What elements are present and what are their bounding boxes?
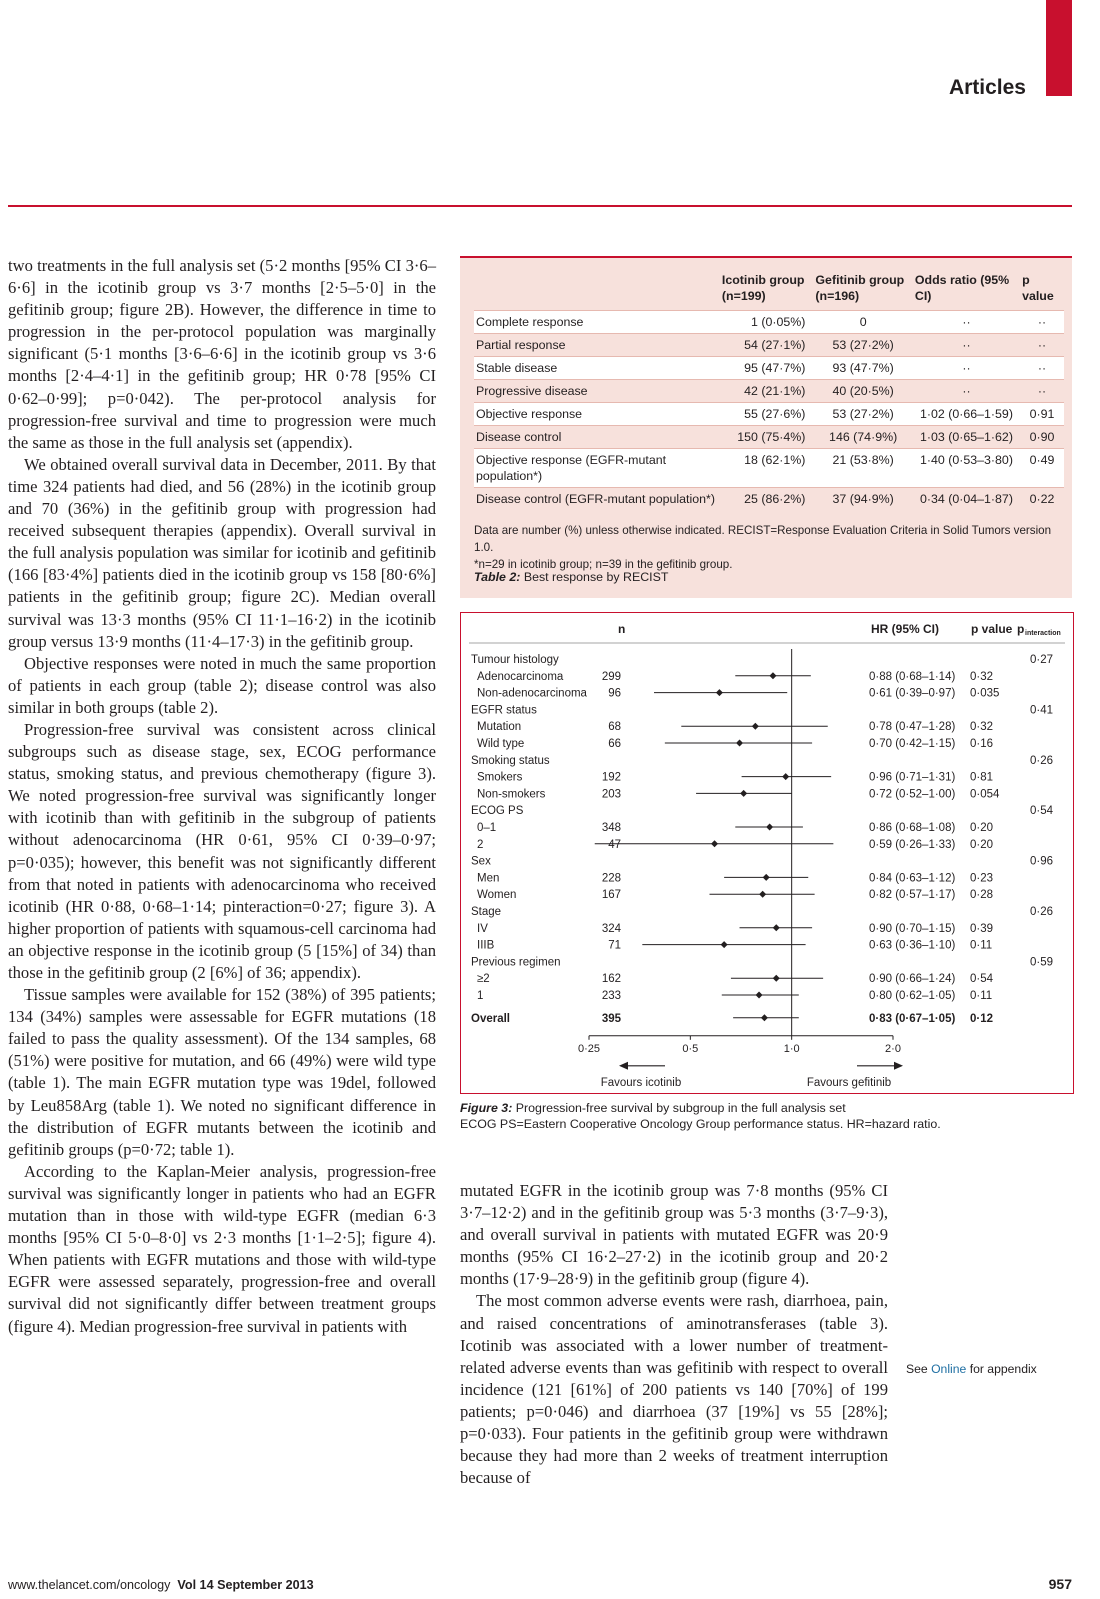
- table-header-cell: p value: [1022, 273, 1054, 303]
- table-cell: 0·90: [1029, 430, 1055, 444]
- row-n: 66: [608, 738, 621, 750]
- row-label: ≥2: [477, 973, 490, 986]
- row-label: Adenocarcinoma: [477, 670, 564, 683]
- table-row: [474, 357, 1064, 380]
- journal-tab-marker: [1046, 0, 1072, 96]
- table-cell: 1·40 (0·53–3·80): [913, 449, 1020, 488]
- hr-point-marker: [752, 723, 759, 730]
- footnote-line: *n=29 in icotinib group; n=39 in the gefitinib group.: [474, 558, 733, 571]
- table-cell: 1·03 (0·65–1·62): [919, 430, 1013, 444]
- row-p-value: 0·54: [970, 973, 994, 986]
- caption-text: Progression-free survival by subgroup in the full analysis set: [512, 1101, 846, 1115]
- sidenote-text: for appendix: [966, 1362, 1037, 1376]
- row-hr-ci: 0·96 (0·71–1·31): [869, 771, 956, 784]
- table-header-cell: Odds ratio (95% CI): [914, 273, 1010, 303]
- paragraph: Tissue samples were available for 152 (38%) of 395 patients; 134 (34%) samples were assessable for EGFR mutations (18 failed to pass the quality assessment). Of the 134 samples, 68 (51%) were positive for mutation, and 66 (49%) were wild type (table 1). The main EGFR mutation type was 19del, followed by Leu858Arg (table 1). We noted no significant difference in the distribution of EGFR mutants between the icotinib and gefitinib groups (p=0·72; table 1).: [8, 985, 436, 1159]
- caption-text: Best response by RECIST: [520, 570, 669, 584]
- table-cell: 1·02 (0·66–1·59): [913, 403, 1020, 426]
- row-label: IIIB: [477, 939, 495, 952]
- table-row: [474, 311, 1064, 334]
- row-n: 395: [601, 1012, 621, 1025]
- row-hr-ci: 0·61 (0·39–0·97): [869, 687, 956, 700]
- table-row: [474, 403, 1064, 426]
- hr-point-marker: [716, 689, 723, 696]
- row-hr-ci: 0·86 (0·68–1·08): [869, 822, 956, 834]
- column-header-n: n: [618, 622, 626, 636]
- table2-caption: [474, 570, 668, 584]
- table-cell: 18 (62·1%): [720, 449, 814, 488]
- table-cell: ··: [1020, 357, 1064, 380]
- x-tick-label: 0·5: [682, 1042, 699, 1055]
- row-hr-ci: 0·63 (0·36–1·10): [869, 939, 956, 952]
- table-cell: Disease control: [476, 430, 562, 444]
- table-cell: ··: [1020, 311, 1064, 334]
- hr-point-marker: [761, 1014, 768, 1021]
- table-cell: Objective response (EGFR-mutant population*): [474, 449, 720, 488]
- row-p-value: 0·20: [970, 838, 994, 851]
- row-hr-ci: 0·82 (0·57–1·17): [869, 889, 956, 902]
- row-p-value: 0·39: [970, 922, 994, 935]
- table-header-cell: [474, 268, 720, 311]
- table-cell: 42 (21·1%): [744, 384, 806, 398]
- table-cell: 0·34 (0·04–1·87): [919, 492, 1013, 506]
- row-n: 71: [608, 939, 621, 952]
- hr-point-marker: [721, 941, 728, 948]
- table2-panel: [460, 256, 1072, 598]
- table-cell: 40 (20·5%): [832, 384, 894, 398]
- table-header-cell: Gefitinib group (n=196): [815, 273, 905, 303]
- forest-plot: [461, 613, 1073, 1093]
- table2-footnote: [474, 522, 1064, 573]
- footer-issue: Vol 14 September 2013: [177, 1578, 314, 1592]
- appendix-sidenote: [906, 1362, 1037, 1376]
- table-cell: ··: [962, 384, 971, 398]
- row-hr-ci: 0·84 (0·63–1·12): [869, 872, 956, 885]
- row-n: 203: [601, 788, 621, 801]
- left-text-column: [8, 255, 436, 1338]
- table-cell: Complete response: [474, 311, 720, 334]
- table-cell: 0·91: [1020, 403, 1064, 426]
- subgroup-heading: Stage: [471, 906, 502, 918]
- table-cell: ··: [962, 338, 971, 352]
- table-row: [474, 449, 1064, 488]
- row-label: Mutation: [477, 721, 522, 734]
- table-cell: Progressive disease: [476, 384, 588, 398]
- row-n: 167: [601, 889, 621, 902]
- table-cell: ··: [1037, 384, 1047, 398]
- paragraph: two treatments in the full analysis set (5·2 months [95% CI 3·6–6·6] in the icotinib group vs 3·7 months [2·5–5·0] in the gefitinib group; figure 2B). However, the difference in time to progression in the per-protocol population was marginally significant (5·1 months [3·6–6·6] in the icotinib group vs 3·6 months [2·4–4·1] in the gefitinib group; HR 0·78 [95% CI 0·62–0·99]; p=0·042). The per-protocol analysis for progression-free survival and time to progression were much the same as those in the full analysis set (appendix).: [8, 256, 436, 452]
- row-n: 324: [601, 922, 621, 935]
- p-interaction-value: 0·59: [1029, 956, 1053, 969]
- table-cell: Disease control (EGFR-mutant population*): [476, 492, 715, 506]
- hr-point-marker: [759, 891, 766, 898]
- column-header-p-interaction-sub: interaction: [1025, 630, 1061, 637]
- caption-label: Figure 3:: [460, 1101, 513, 1115]
- table-cell: ··: [1037, 338, 1047, 352]
- paragraph: The most common adverse events were rash, diarrhoea, pain, and raised concentrations of aminotransferases (table 3). Icotinib was associated with a lower number of treatment-related adverse events than was gefitinib with respect to overall incidence (121 [61%] of 200 patients vs 140 [70%] of 199 patients; p=0·046) and diarrhoea (37 [19%] vs 55 [28%]; p=0·033). Four patients in the gefitinib group were withdrawn because they had more than 2 weeks of treatment interruption because of: [460, 1291, 888, 1488]
- table-cell: Objective response: [474, 403, 720, 426]
- row-p-value: 0·054: [970, 788, 1000, 801]
- row-n: 233: [601, 990, 621, 1002]
- table-cell: 0: [813, 311, 912, 334]
- row-p-value: 0·32: [970, 721, 994, 734]
- row-hr-ci: 0·72 (0·52–1·00): [869, 788, 956, 801]
- subgroup-heading: Sex: [471, 855, 491, 868]
- caption-label: Table 2:: [474, 570, 521, 584]
- table-cell: 0·49: [1020, 449, 1064, 488]
- row-n: 228: [601, 872, 621, 885]
- row-label: IV: [477, 922, 488, 935]
- table-cell: 21 (53·8%): [813, 449, 912, 488]
- x-tick-label: 2·0: [885, 1042, 901, 1055]
- hr-point-marker: [736, 740, 743, 747]
- paragraph: mutated EGFR in the icotinib group was 7·8 months (95% CI 3·7–12·2) and in the gefitinib group was 5·3 months (3·7–9·3), and overall survival in patients with mutated EGFR was 20·9 months (95% CI 16·2–27·2) in the icotinib group and 20·2 months (17·9–28·9) in the gefitinib group (figure 4).: [460, 1181, 888, 1289]
- row-hr-ci: 0·70 (0·42–1·15): [869, 738, 956, 750]
- footer-citation: [8, 1578, 314, 1592]
- p-interaction-value: 0·26: [1029, 906, 1053, 918]
- sidenote-text: See: [906, 1362, 932, 1376]
- hr-point-marker: [769, 672, 776, 679]
- row-n: 299: [601, 670, 621, 683]
- row-p-value: 0·23: [970, 872, 994, 885]
- row-label: 1: [477, 990, 484, 1002]
- p-interaction-value: 0·41: [1029, 704, 1053, 717]
- row-n: 348: [601, 822, 621, 834]
- overall-label: Overall: [471, 1012, 510, 1025]
- table-cell: 1 (0·05%): [720, 311, 814, 334]
- row-p-value: 0·12: [970, 1012, 994, 1025]
- row-hr-ci: 0·78 (0·47–1·28): [869, 721, 956, 734]
- table-header-cell: Icotinib group (n=199): [721, 273, 805, 303]
- row-label: 2: [477, 838, 484, 851]
- p-interaction-value: 0·54: [1029, 805, 1053, 818]
- hr-point-marker: [711, 840, 718, 847]
- row-p-value: 0·20: [970, 822, 994, 834]
- arrow-head-left: [619, 1062, 628, 1070]
- table-row: [474, 380, 1064, 403]
- table-cell: Stable disease: [474, 357, 720, 380]
- hr-point-marker: [763, 874, 770, 881]
- row-label: Men: [477, 872, 500, 885]
- figure3-panel: [460, 612, 1074, 1094]
- arrow-head-right: [894, 1062, 903, 1070]
- footnote-line: Data are number (%) unless otherwise indicated. RECIST=Response Evaluation Criteria in Solid Tumors version 1.0.: [474, 524, 1052, 554]
- row-n: 68: [608, 721, 621, 734]
- table-cell: 146 (74·9%): [829, 430, 898, 444]
- row-hr-ci: 0·59 (0·26–1·33): [869, 838, 956, 851]
- table-cell: 55 (27·6%): [720, 403, 814, 426]
- table-cell: 93 (47·7%): [813, 357, 912, 380]
- row-p-value: 0·32: [970, 670, 994, 683]
- favours-gefitinib-label: Favours gefitinib: [806, 1076, 892, 1089]
- header-rule: [8, 205, 1072, 207]
- subgroup-heading: Tumour histology: [471, 654, 559, 666]
- row-hr-ci: 0·83 (0·67–1·05): [869, 1012, 956, 1025]
- x-tick-label: 0·25: [577, 1042, 601, 1055]
- row-hr-ci: 0·90 (0·70–1·15): [869, 922, 956, 935]
- table-row: [474, 488, 1064, 511]
- table-cell: 0·22: [1029, 492, 1055, 506]
- favours-icotinib-label: Favours icotinib: [600, 1076, 682, 1089]
- row-label: Non-adenocarcinoma: [477, 687, 587, 700]
- row-hr-ci: 0·90 (0·66–1·24): [869, 973, 956, 986]
- column-header-hr: HR (95% CI): [871, 622, 940, 636]
- table-cell: 37 (94·9%): [832, 492, 894, 506]
- row-p-value: 0·11: [970, 939, 993, 952]
- row-label: 0–1: [477, 822, 497, 834]
- paragraph: We obtained overall survival data in December, 2011. By that time 324 patients had died, and 56 (28%) in the icotinib group and 70 (36%) in the gefitinib group with progression had received subsequent therapies (appendix). Overall survival in the full analysis population was similar for icotinib and gefitinib (166 [83·4%] patients died in the icotinib group vs 158 [80·6%] patients in the gefitinib group; figure 2C). Median overall survival was 13·3 months (95% CI 11·1–16·2) in the icotinib group versus 13·9 months (11·4–17·3) in the gefitinib group.: [8, 454, 436, 651]
- online-link[interactable]: Online: [931, 1362, 967, 1376]
- table-cell: 54 (27·1%): [744, 338, 806, 352]
- table-cell: 150 (75·4%): [737, 430, 806, 444]
- caption-note: ECOG PS=Eastern Cooperative Oncology Group performance status. HR=hazard ratio.: [460, 1117, 941, 1131]
- table2: [474, 268, 1064, 510]
- row-label: Non-smokers: [477, 788, 546, 801]
- row-hr-ci: 0·88 (0·68–1·14): [869, 670, 956, 683]
- figure3-caption: [460, 1100, 1072, 1132]
- row-n: 192: [601, 771, 621, 784]
- row-p-value: 0·035: [970, 687, 1000, 700]
- hr-point-marker: [782, 773, 789, 780]
- row-p-value: 0·81: [970, 771, 994, 784]
- row-label: Wild type: [477, 738, 525, 750]
- row-p-value: 0·28: [970, 889, 994, 902]
- p-interaction-value: 0·26: [1029, 754, 1053, 767]
- row-hr-ci: 0·80 (0·62–1·05): [869, 990, 956, 1002]
- right-text-column: [460, 1180, 888, 1489]
- table-row: [474, 334, 1064, 357]
- hr-point-marker: [773, 924, 780, 931]
- table-cell: 25 (86·2%): [744, 492, 806, 506]
- table-cell: ··: [913, 357, 1020, 380]
- x-tick-label: 1·0: [783, 1042, 800, 1055]
- row-n: 47: [608, 838, 621, 851]
- table-cell: 95 (47·7%): [720, 357, 814, 380]
- p-interaction-value: 0·27: [1029, 654, 1053, 666]
- table-cell: 53 (27·2%): [813, 403, 912, 426]
- row-label: Smokers: [477, 771, 523, 784]
- row-p-value: 0·11: [970, 990, 993, 1002]
- subgroup-heading: ECOG PS: [471, 805, 524, 818]
- table-header-row: [474, 268, 1064, 311]
- table-cell: ··: [913, 311, 1020, 334]
- table-row: [474, 426, 1064, 449]
- table-cell: Partial response: [476, 338, 566, 352]
- p-interaction-value: 0·96: [1029, 855, 1053, 868]
- hr-point-marker: [766, 824, 773, 831]
- paragraph: According to the Kaplan-Meier analysis, progression-free survival was significantly longer in patients who had an EGFR mutation than in those with wild-type EGFR (median 6·3 months [95% CI 5·0–8·0] vs 2·3 months [1·1–2·5]; figure 4). When patients with EGFR mutations and those with wild-type EGFR were assessed separately, progression-free and overall survival did not significantly differ between treatment groups (figure 4). Median progression-free survival in patients with: [8, 1161, 436, 1336]
- row-p-value: 0·16: [970, 738, 994, 750]
- row-label: Women: [477, 889, 517, 902]
- table-cell: 53 (27·2%): [832, 338, 894, 352]
- footer-url[interactable]: www.thelancet.com/oncology: [8, 1578, 171, 1592]
- row-n: 96: [608, 687, 621, 700]
- subgroup-heading: Previous regimen: [471, 956, 561, 969]
- subgroup-heading: EGFR status: [471, 704, 537, 717]
- section-label: Articles: [948, 76, 1026, 99]
- page-number: 957: [1048, 1576, 1072, 1592]
- paragraph: Progression-free survival was consistent across clinical subgroups such as disease stage, sex, ECOG performance status, smoking status, and previous chemotherapy (figure 3). We noted progression-free survival was significantly longer with icotinib than with gefitinib in the subgroup of patients without adenocarcinoma (HR 0·61, 95% CI 0·39–0·97; p=0·035); however, this benefit was not significantly different from that noted in patients with adenocarcinoma who received icotinib (HR 0·88, 0·68–1·14; pinteraction=0·27; figure 3). A higher proportion of patients with squamous-cell carcinoma had an objective response in the icotinib group (5 [15%] of 34) than those in the gefitinib group (2 [6%] of 36; appendix).: [8, 719, 436, 982]
- row-n: 162: [601, 973, 621, 986]
- column-header-p: p value: [971, 622, 1013, 636]
- hr-point-marker: [756, 992, 763, 999]
- subgroup-heading: Smoking status: [471, 754, 550, 767]
- hr-point-marker: [773, 975, 780, 982]
- column-header-p-interaction: p: [1017, 622, 1025, 636]
- hr-point-marker: [740, 790, 747, 797]
- paragraph: Objective responses were noted in much the same proportion of patients in each group (table 2); disease control was also similar in both groups (table 2).: [8, 653, 436, 717]
